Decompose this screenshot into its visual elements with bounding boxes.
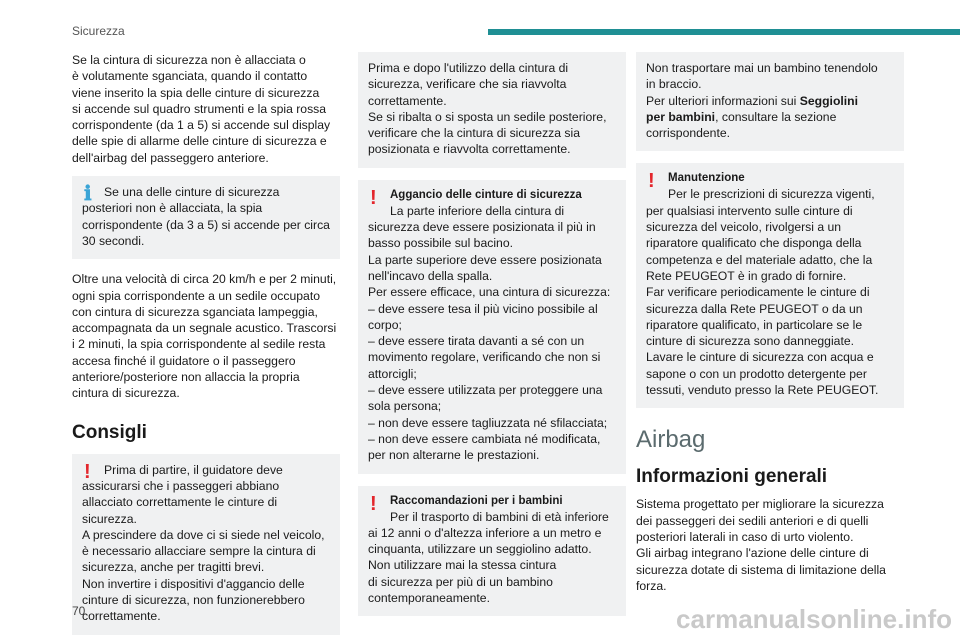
note-title-manutenzione: Manutenzione (668, 172, 745, 185)
note-bambino-text (646, 60, 894, 141)
note-body-bambini: Per il trasporto di bambini di età inferiore ai 12 anni o d'altezza inferiore a un metro e cinquanta, utilizzare un seggiolino adatto. Non utilizzare mai la stessa cintura di sicurezza per più di un bambino contemporaneamente. (368, 509, 609, 606)
paragraph-seatbelt-warning: Se la cintura di sicurezza non è allacciata o è volutamente sganciata, quando il contatto viene inserito la spia delle cinture di sicurezza si accende sul quadro strumenti e la spia rossa corrispondente (da 1 a 5) si accende sul display delle spie di allarme delle cinture di sicurezza e dell'airbag del passeggero anteriore. (72, 53, 331, 165)
heading-airbag: Airbag (636, 426, 706, 454)
warning-note-consigli (72, 454, 340, 635)
note-bambino-text-b: , consultare la sezione corrispondente. (646, 109, 837, 141)
exclamation-icon: ! (370, 186, 377, 209)
warning-note-aggancio (358, 180, 626, 474)
exclamation-icon: ! (648, 170, 655, 193)
warning-note-text: Prima di partire, il guidatore deve assicurarsi che i passeggeri abbiano allacciato correttamente le cinture di sicurezza. A prescindere da dove ci si siede nel veicolo, è necessario allacciare sempre la cintura di sicurezza, anche per tragitti brevi. Non invertire i dispositivi d'aggancio delle cinture di sicurezza, non funzionerebbero correttamente. (82, 462, 325, 624)
column-2 (358, 52, 626, 616)
heading-informazioni-generali: Informazioni generali (636, 466, 828, 488)
note-body-aggancio: La parte inferiore della cintura di sicurezza deve essere posizionata il più in basso possibile sul bacino. La parte superiore deve essere posizionata nell'incavo della spalla. Per essere efficace, una cintura di sicurezza: – deve essere tesa il più vicino possibile al corpo; – deve essere tirata davanti a sé con un movimento regolare, verificando che non si attorcigli; – deve essere utilizzata per proteggere una sola persona; – non deve essere tagliuzzata né sfilacciata; – non deve essere cambiata né modificata, per non alterarne le prestazioni. (368, 203, 611, 463)
column-1 (72, 52, 340, 635)
watermark: carmanualsonline.info (676, 604, 952, 634)
exclamation-icon: ! (84, 460, 91, 483)
info-note-text: Se una delle cinture di sicurezza posteriori non è allacciata, la spia corrispondente (da 3 a 5) si accende per circa 30 secondi. (82, 185, 330, 248)
warning-note-manutenzione (636, 163, 904, 408)
exclamation-icon: ! (370, 492, 377, 515)
column-3 (636, 52, 904, 594)
section-accent-bar (488, 29, 960, 35)
note-title-bambini: Raccomandazioni per i bambini (390, 494, 563, 507)
link-seggiolini: Seggiolini per bambini (646, 93, 858, 124)
note-body-manutenzione: Per le prescrizioni di sicurezza vigenti, per qualsiasi intervento sulle cinture di sicurezza del veicolo, rivolgersi a un riparatore qualificato che disponga della competenza e del materiale adatto, che la Rete PEUGEOT è in grado di fornire. Far verificare periodicamente le cinture di sicurezza dalla Rete PEUGEOT o da un riparatore qualificato, in particolare se le cinture di sicurezza sono danneggiate. Lavare le cinture di sicurezza con acqua e sapone o con un prodotto detergente per tessuti, venduto presso la Rete PEUGEOT. (646, 187, 879, 398)
note-riavvolgimento-text: Prima e dopo l'utilizzo della cintura di sicurezza, verificare che sia riavvolta correttamente. Se si ribalta o si sposta un sedile posteriore, verificare che la cintura di sicurezza sia posizionata e riavvolta correttamente. (368, 61, 607, 157)
note-title-aggancio: Aggancio delle cinture di sicurezza (390, 188, 582, 201)
info-note (72, 176, 340, 259)
paragraph-airbag-info: Sistema progettato per migliorare la sicurezza dei passeggeri dei sedili anteriori e di quelli posteriori laterali in caso di urto violento. Gli airbag integrano l'azione delle cinture di sicurezza dotate di sistema di limitazione della forza. (636, 497, 886, 593)
info-icon: ℹ (84, 183, 92, 206)
paragraph-speed-warning: Oltre una velocità di circa 20 km/h e per 2 minuti, ogni spia corrispondente a un sedile occupato con cintura di sicurezza sganciata lampeggia, accompagnata da un segnale acustico. Trascorsi i 2 minuti, la spia corrispondente al sedile resta accesa finché il guidatore o il passeggero anteriore/posteriore non allaccia la propria cintura di sicurezza. (72, 272, 337, 401)
note-bambino-in-braccio (636, 52, 904, 151)
note-bambino-text-a: Non trasportare mai un bambino tenendolo in braccio. Per ulteriori informazioni sui (646, 61, 878, 108)
heading-consigli: Consigli (72, 421, 147, 443)
section-title: Sicurezza (72, 24, 125, 38)
page-number: 70 (72, 604, 86, 618)
warning-note-bambini (358, 486, 626, 617)
note-riavvolgimento (358, 52, 626, 168)
